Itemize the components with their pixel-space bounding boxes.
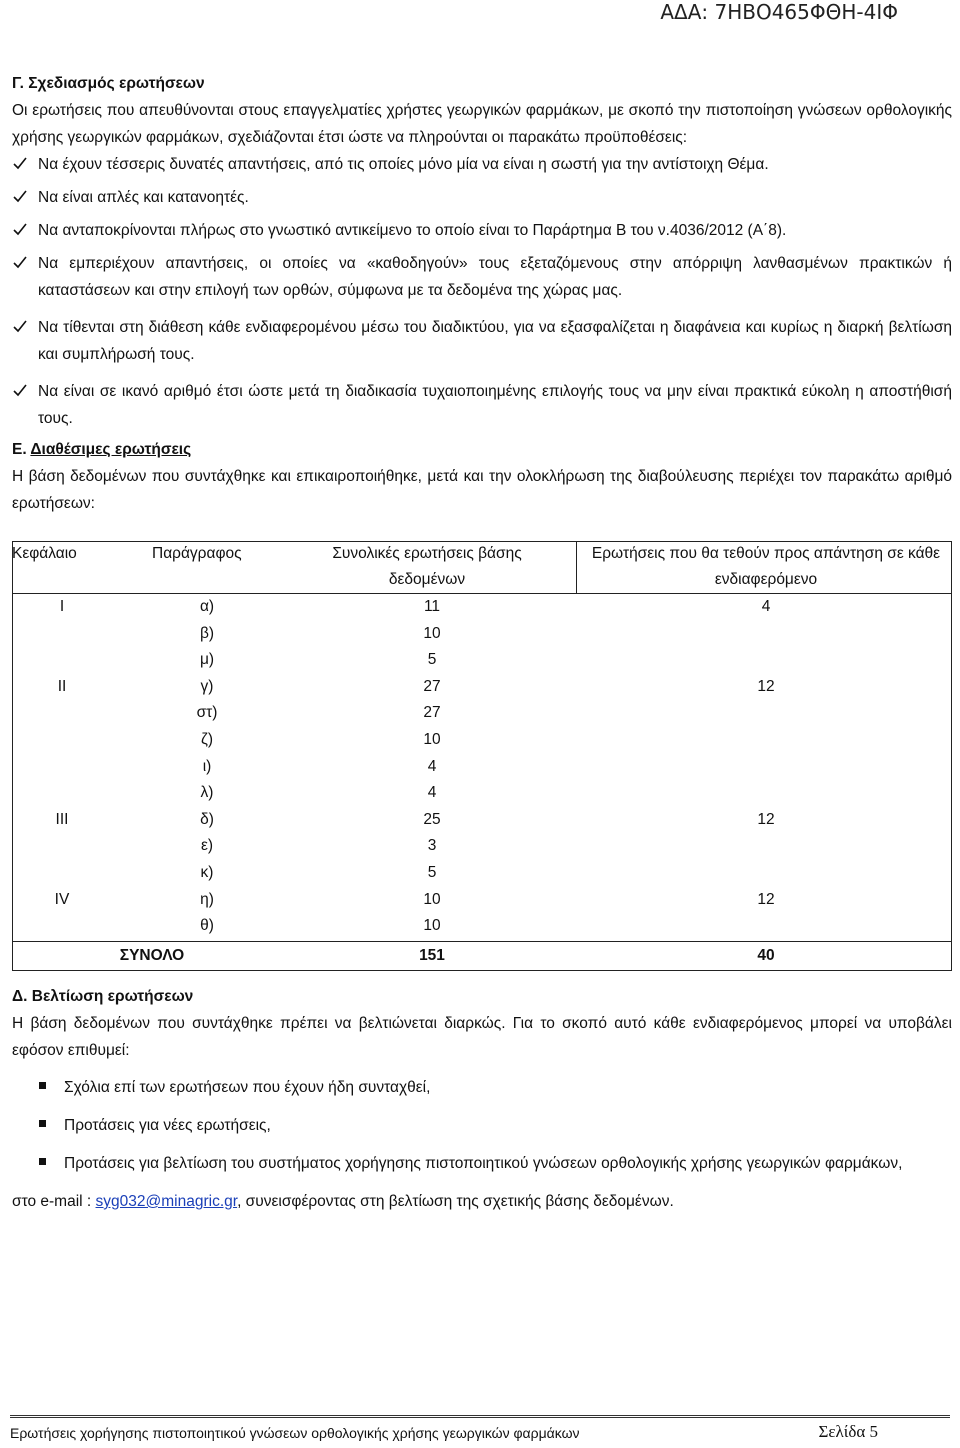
requirement-text: Να τίθενται στη διάθεση κάθε ενδιαφερομένου μέσω του διαδικτύου, για να εξασφαλίζεται η διαφάνεια και κυρίως η διαρκή βελτίωση και συμπλήρωσή τους.: [38, 319, 952, 363]
questions-table: [12, 541, 952, 971]
paragraph-cell: α): [199, 598, 215, 615]
total-questions-cell: 27: [423, 704, 441, 722]
list-item: [12, 151, 952, 178]
footer-title: Ερωτήσεις χορήγησης πιστοποιητικού γνώσεων ορθολογικής χρήσης γεωργικών φαρμάκων: [10, 1425, 580, 1441]
requirements-list: [12, 151, 952, 432]
requirement-text: Να εμπεριέχουν απαντήσεις, οι οποίες να «καθοδηγούν» τους εξεταζόμενους στην απόρριψη λανθασμένων πρακτικών ή καταστάσεων και στην επιλογή των ορθών, σύμφωνα με τα δεδομένα της χώρας μας.: [38, 255, 952, 299]
submission-text: Προτάσεις για νέες ερωτήσεις,: [64, 1117, 271, 1134]
section-g-title: Γ. Σχεδιασμός ερωτήσεων: [12, 75, 205, 92]
paragraph-cell: η): [200, 890, 214, 908]
chapter-cell: II: [57, 677, 67, 695]
table-row: [12, 887, 952, 914]
total-questions-cell: 10: [423, 624, 441, 642]
total-questions-cell: 5: [427, 864, 437, 881]
table-row: [12, 780, 952, 807]
paragraph-cell: δ): [200, 810, 214, 828]
table-row: [12, 754, 952, 781]
ada-code: ΑΔΑ: 7ΗΒΟ465ΦΘΗ-4ΙΦ: [660, 0, 898, 24]
total-questions-cell: 10: [423, 890, 441, 908]
checkmark-icon: [12, 217, 28, 244]
asked-questions-cell: 12: [757, 677, 775, 695]
total-questions-cell: 5: [427, 651, 437, 669]
submission-text: Σχόλια επί των ερωτήσεων που έχουν ήδη συνταχθεί,: [64, 1079, 431, 1096]
total-questions-cell: 3: [427, 837, 437, 855]
total-questions-cell: 4: [427, 784, 437, 802]
square-bullet-icon: [39, 1120, 46, 1127]
submission-list: [12, 1074, 952, 1177]
paragraph-cell: ε): [200, 837, 214, 855]
checkmark-icon: [12, 314, 28, 341]
page-number: Σελίδα 5: [818, 1422, 878, 1441]
table-row: [12, 647, 952, 674]
table-row: [12, 833, 952, 860]
square-bullet-icon: [39, 1082, 46, 1089]
header-asked-questions: Ερωτήσεις που θα τεθούν προς απάντηση σε κάθε ενδιαφερόμενο: [591, 545, 941, 588]
total-questions-cell: 4: [427, 757, 437, 775]
total-questions-value: 151: [419, 947, 445, 964]
section-e-letter: Ε.: [12, 441, 27, 458]
table-row: [12, 727, 952, 754]
list-item: [12, 314, 952, 368]
table-row: [12, 621, 952, 648]
checkmark-icon: [12, 184, 28, 211]
paragraph-cell: ι): [202, 757, 212, 775]
header-chapter: Κεφάλαιο: [12, 545, 77, 562]
table-total-row: [12, 942, 952, 970]
submission-text: Προτάσεις για βελτίωση του συστήματος χορήγησης πιστοποιητικού γνώσεων ορθολογικής χρήσης γεωργικών φαρμάκων,: [64, 1155, 903, 1172]
email-line: [12, 1188, 952, 1215]
table-row: [12, 674, 952, 701]
section-d-intro: Η βάση δεδομένων που συντάχθηκε πρέπει να βελτιώνεται διαρκώς. Για το σκοπό αυτό κάθε ενδιαφερόμενος μπορεί να υποβάλει εφόσον επιθυμεί:: [12, 1015, 952, 1059]
email-link[interactable]: syg032@minagric.gr: [95, 1193, 238, 1210]
paragraph-cell: κ): [200, 864, 214, 881]
table-row: [12, 594, 952, 621]
list-item: [12, 184, 952, 211]
square-bullet-icon: [39, 1158, 46, 1165]
table-row: [12, 807, 952, 834]
table-row: [12, 913, 952, 940]
list-item: [12, 250, 952, 304]
asked-questions-cell: 12: [757, 890, 775, 908]
paragraph-cell: ζ): [201, 731, 213, 748]
paragraph-cell: θ): [200, 917, 214, 935]
requirement-text: Να έχουν τέσσερις δυνατές απαντήσεις, από τις οποίες μόνο μία να είναι η σωστή για την αντίστοιχη Θέμα.: [38, 156, 769, 173]
total-questions-cell: 10: [423, 731, 441, 748]
list-item: [12, 217, 952, 244]
table-row: [12, 860, 952, 887]
page-footer: [10, 1415, 950, 1448]
total-questions-cell: 10: [423, 917, 441, 935]
section-g-intro: Οι ερωτήσεις που απευθύνονται στους επαγγελματίες χρήστες γεωργικών φαρμάκων, με σκοπό την πιστοποίηση γνώσεων ορθολογικής χρήσης γεωργικών φαρμάκων, σχεδιάζονται έτσι ώστε να πληρούνται οι παρακάτω προϋποθέσεις:: [12, 102, 952, 146]
section-d-title: Δ. Βελτίωση ερωτήσεων: [12, 988, 194, 1005]
asked-questions-cell: 4: [761, 598, 771, 615]
section-e-heading: Διαθέσιμες ερωτήσεις: [30, 441, 192, 458]
section-e-title: [12, 436, 952, 463]
requirement-text: Να είναι σε ικανό αριθμό έτσι ώστε μετά τη διαδικασία τυχαιοποιημένης επιλογής τους να μην είναι πρακτικά εύκολη η αποστήθισή τους.: [38, 383, 952, 427]
paragraph-cell: γ): [200, 677, 214, 695]
total-label: ΣΥΝΟΛΟ: [119, 947, 185, 964]
paragraph-cell: στ): [196, 704, 218, 722]
chapter-cell: I: [59, 598, 65, 615]
requirement-text: Να ανταποκρίνονται πλήρως στο γνωστικό αντικείμενο το οποίο είναι το Παράρτημα Β του ν.4036/2012 (Α΄8).: [38, 222, 787, 239]
total-questions-cell: 11: [423, 598, 441, 615]
section-e-intro: Η βάση δεδομένων που συντάχθηκε και επικαιροποιήθηκε, μετά και την ολοκλήρωση της διαβούλευσης περιέχει τον παρακάτω αριθμό ερωτήσεων:: [12, 468, 952, 512]
email-prefix: στο e-mail :: [12, 1193, 96, 1210]
checkmark-icon: [12, 151, 28, 178]
total-questions-cell: 27: [423, 677, 441, 695]
list-item: [12, 378, 952, 432]
header-paragraph: Παράγραφος: [152, 545, 242, 562]
chapter-cell: III: [55, 810, 69, 828]
list-item: [12, 1112, 952, 1139]
checkmark-icon: [12, 250, 28, 277]
chapter-cell: IV: [54, 890, 70, 908]
paragraph-cell: λ): [200, 784, 214, 802]
email-suffix: , συνεισφέροντας στη βελτίωση της σχετικής βάσης δεδομένων.: [237, 1193, 674, 1210]
checkmark-icon: [12, 378, 28, 405]
total-questions-cell: 25: [423, 810, 441, 828]
table-row: [12, 700, 952, 727]
list-item: [12, 1150, 952, 1177]
paragraph-cell: μ): [199, 651, 215, 669]
asked-questions-cell: 12: [757, 810, 775, 828]
requirement-text: Να είναι απλές και κατανοητές.: [38, 189, 249, 206]
paragraph-cell: β): [199, 624, 215, 642]
list-item: [12, 1074, 952, 1101]
header-total-questions: Συνολικές ερωτήσεις βάσης δεδομένων: [332, 545, 522, 588]
total-asked-value: 40: [757, 947, 775, 964]
page-content: [12, 70, 952, 1215]
